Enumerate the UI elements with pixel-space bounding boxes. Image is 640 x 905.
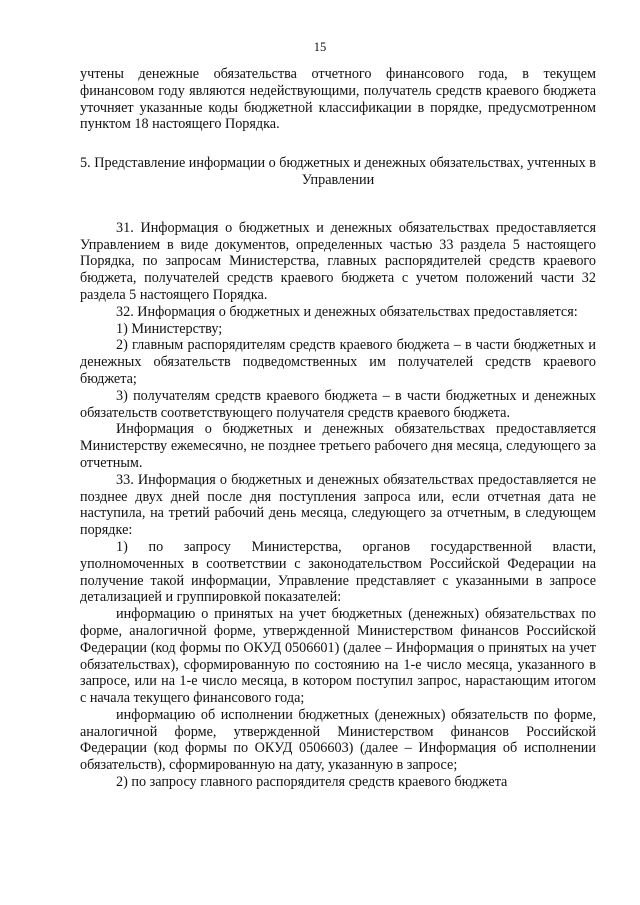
list-item-recipients: 3) получателям средств краевого бюджета – в части бюджетных и денежных обязательств соответствующего получателя средств краевого бюджета.	[80, 387, 596, 421]
list-item-ministry: 1) Министерству;	[116, 320, 223, 337]
document-body	[80, 66, 596, 791]
paragraph-continuation: учтены денежные обязательства отчетного финансового года, в текущем финансовом году являются недействующими, получатель средств краевого бюджета уточняет указанные коды бюджетной классификации в порядке, предусмотренном пунктом 18 настоящего Порядка.	[80, 66, 596, 133]
paragraph-31: 31. Информация о бюджетных и денежных обязательствах предоставляется Управлением в виде документов, определенных частью 33 раздела 5 настоящего Порядка, по запросам Министерства, главных распорядителей средств краевого бюджета, получателей средств краевого бюджета с учетом положений части 32 раздела 5 настоящего Порядка.	[80, 219, 596, 303]
page-number: 15	[313, 40, 327, 54]
list-item-chief-manager-request: 2) по запросу главного распорядителя средств краевого бюджета	[116, 774, 508, 791]
paragraph-monthly-info: Информация о бюджетных и денежных обязательствах предоставляется Министерству ежемесячно, не позднее третьего рабочего дня месяца, следующего за отчетным.	[80, 421, 596, 471]
paragraph-accepted-obligations-info: информацию о принятых на учет бюджетных (денежных) обязательствах по форме, аналогичной форме, утвержденной Министерством финансов Российской Федерации (код формы по ОКУД 0506601) (далее – Информация о принятых на учет обязательствах), сформированную по состоянию на 1-е число месяца, указанного в запросе, или на 1-е число месяца, в котором поступил запрос, нарастающим итогом с начала текущего финансового года;	[80, 606, 596, 707]
list-item-ministry-request: 1) по запросу Министерства, органов государственной власти, уполномоченных в соответствии с законодательством Российской Федерации на получение такой информации, Управление представляет с указанными в запросе детализацией и группировкой показателей:	[80, 538, 596, 606]
paragraph-execution-obligations-info: информацию об исполнении бюджетных (денежных) обязательств по форме, аналогичной форме, утвержденной Министерством финансов Российской Федерации (код формы по ОКУД 0506603) (далее – Информация об исполнении обязательств), сформированную на дату, указанную в запросе;	[80, 706, 596, 774]
paragraph-32: 32. Информация о бюджетных и денежных обязательствах предоставляется:	[116, 303, 578, 320]
paragraph-33: 33. Информация о бюджетных и денежных обязательствах предоставляется не позднее двух дней после дня поступления запроса или, если отчетная дата не наступила, на третий рабочий день месяца, следующего за отчетным, в следующем порядке:	[80, 471, 596, 539]
section-heading: 5. Представление информации о бюджетных и денежных обязательствах, учтенных в Управлении	[80, 155, 596, 188]
list-item-chief-managers: 2) главным распорядителям средств краевого бюджета – в части бюджетных и денежных обязательств подведомственных им получателей средств краевого бюджета;	[80, 337, 596, 387]
